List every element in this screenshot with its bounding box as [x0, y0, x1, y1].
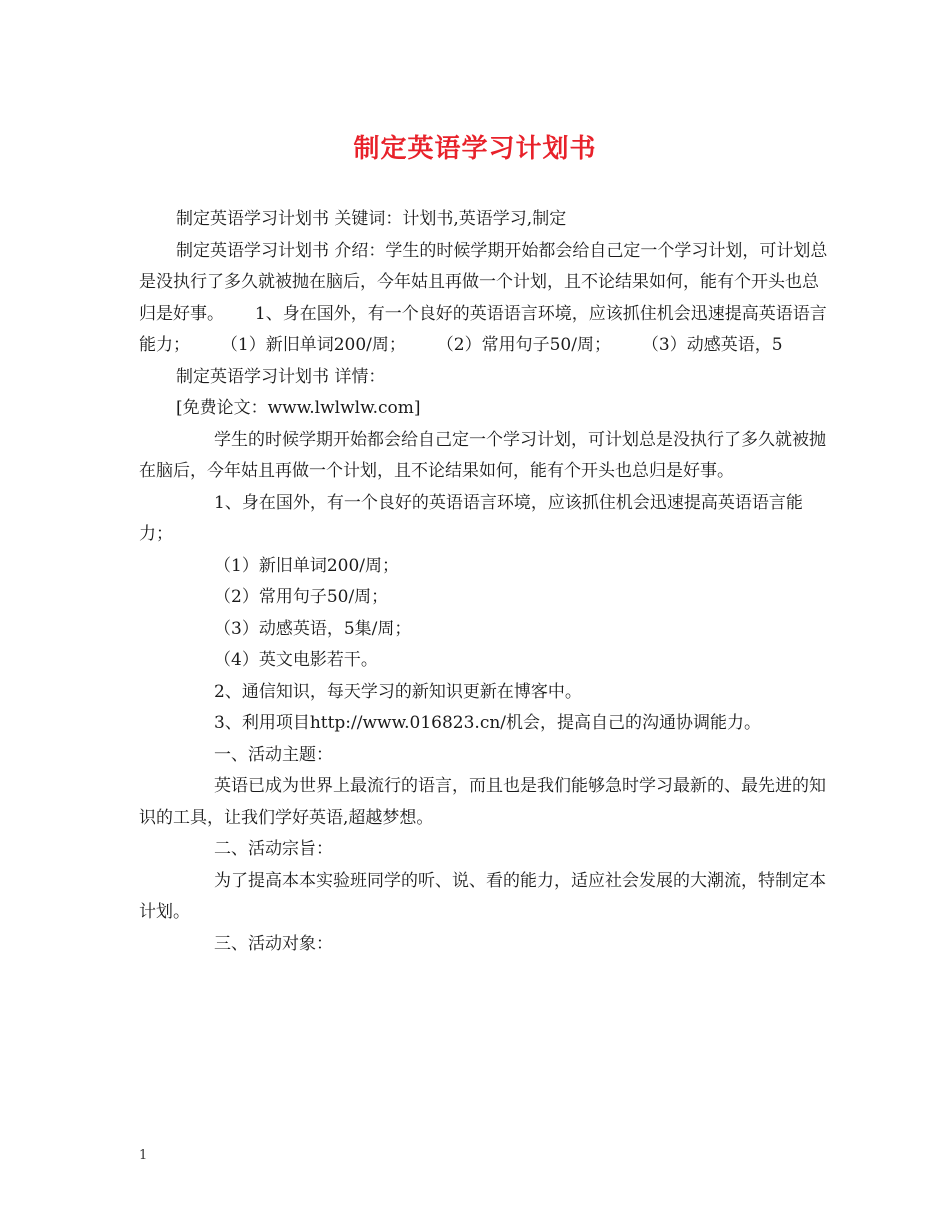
paragraph-theme: 英语已成为世界上最流行的语言，而且也是我们能够急时学习最新的、最先进的知识的工具，让我们学好英语,超越梦想。	[139, 776, 826, 828]
list-item: （1）新旧单词200/周；	[214, 555, 399, 576]
section-heading-purpose: 二、活动宗旨：	[214, 839, 333, 859]
paragraph-body-4: 3、利用项目http://www.016823.cn/机会，提高自己的沟通协调能力。	[214, 713, 762, 733]
list-item: （2）常用句子50/周；	[214, 587, 389, 607]
paragraph-body-3: 2、通信知识，每天学习的新知识更新在博客中。	[214, 681, 582, 702]
paragraph-purpose: 为了提高本本实验班同学的听、说、看的能力，适应社会发展的大潮流，特制定本计划。	[139, 870, 826, 922]
paragraph-intro: 制定英语学习计划书 介绍：学生的时候学期开始都会给自己定一个学习计划，可计划总是没执行了多久就被抛在脑后，今年姑且再做一个计划，且不论结果如何，能有个开头也总归是好事。 1、身在国外，有一个良好的英语语言环境，应该抓住机会迅速提高英语语言能力； （1）新旧单词200/周； （2）常用句子50/周； （3）动感英语，5	[139, 240, 828, 355]
section-heading-theme: 一、活动主题：	[214, 744, 333, 765]
paragraph-body-2: 1、身在国外，有一个良好的英语语言环境，应该抓住机会迅速提高英语语言能力；	[139, 492, 803, 544]
page-number: 1	[139, 1148, 148, 1163]
section-heading-audience: 三、活动对象：	[214, 933, 333, 954]
paragraph-body-1: 学生的时候学期开始都会给自己定一个学习计划，可计划总是没执行了多久就被抛在脑后，今年姑且再做一个计划，且不论结果如何，能有个开头也总归是好事。	[139, 429, 826, 481]
list-item: （3）动感英语，5集/周；	[214, 618, 412, 639]
document-title: 制定英语学习计划书	[353, 134, 597, 164]
paragraph-details-heading: 制定英语学习计划书 详情：	[176, 366, 386, 387]
list-item: （4）英文电影若干。	[214, 650, 378, 670]
paragraph-source-link[interactable]: [免费论文：www.lwlwlw.com]	[176, 398, 421, 418]
document-body	[139, 204, 831, 960]
paragraph-keywords: 制定英语学习计划书 关键词：计划书,英语学习,制定	[176, 209, 567, 229]
